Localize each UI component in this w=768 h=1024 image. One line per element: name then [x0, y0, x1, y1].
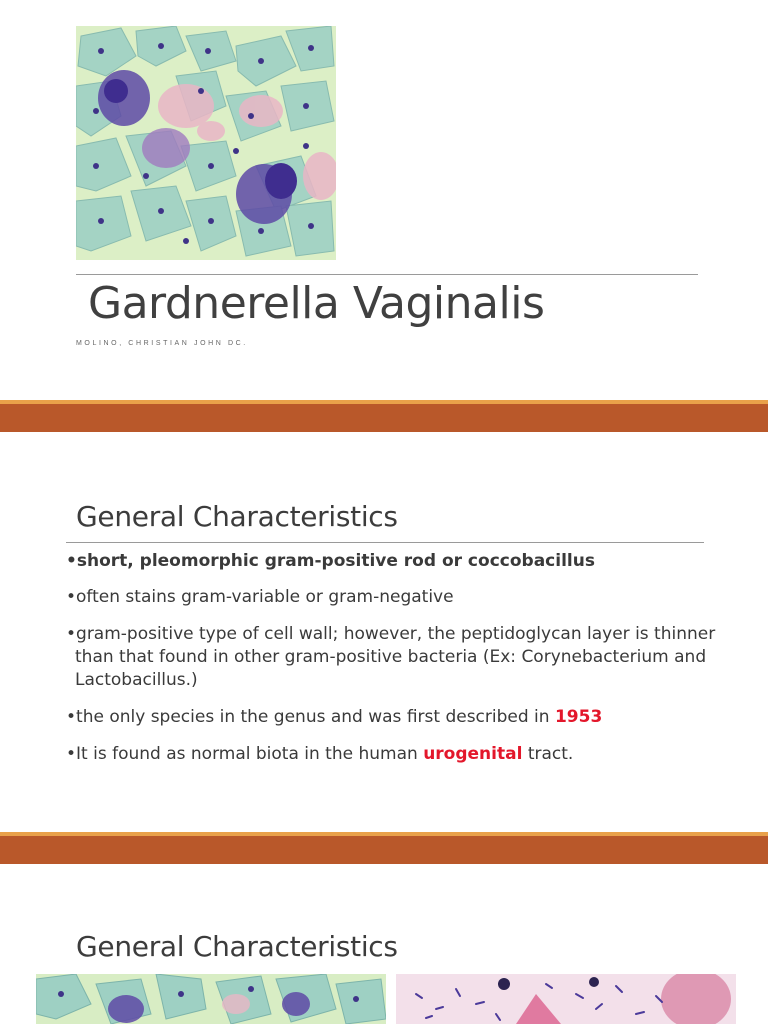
clue-cell-micrograph [36, 974, 386, 1024]
list-item-text: •the only species in the genus and was first described in [66, 707, 555, 727]
characteristics-list [66, 550, 726, 780]
page-title: Gardnerella Vaginalis [88, 278, 545, 329]
slide-separator [0, 832, 768, 864]
list-item [66, 706, 726, 729]
highlight-term: urogenital [423, 744, 523, 764]
list-item [66, 743, 726, 766]
clue-cell-micrograph [76, 26, 336, 260]
separator-band [0, 404, 768, 432]
section-divider [66, 542, 704, 543]
slide-separator [0, 400, 768, 432]
section-heading: General Characteristics [76, 500, 398, 533]
gram-stain-micrograph [396, 974, 736, 1024]
separator-band [0, 836, 768, 864]
list-item-text: •It is found as normal biota in the human [66, 744, 424, 764]
list-item: •short, pleomorphic gram-positive rod or coccobacillus [66, 551, 595, 571]
list-item: •often stains gram-variable or gram-negative [66, 587, 454, 607]
list-item: •gram-positive type of cell wall; however, the peptidoglycan layer is thinner than that found in other gram-positive bacteria (Ex: Corynebacterium and Lactobacillus.) [66, 624, 716, 690]
author-name: MOLINO, CHRISTIAN JOHN DC. [76, 340, 248, 347]
section-heading: General Characteristics [76, 930, 398, 963]
highlight-year: 1953 [554, 707, 603, 727]
list-item-text-end: tract. [522, 744, 574, 764]
title-divider [76, 274, 698, 275]
